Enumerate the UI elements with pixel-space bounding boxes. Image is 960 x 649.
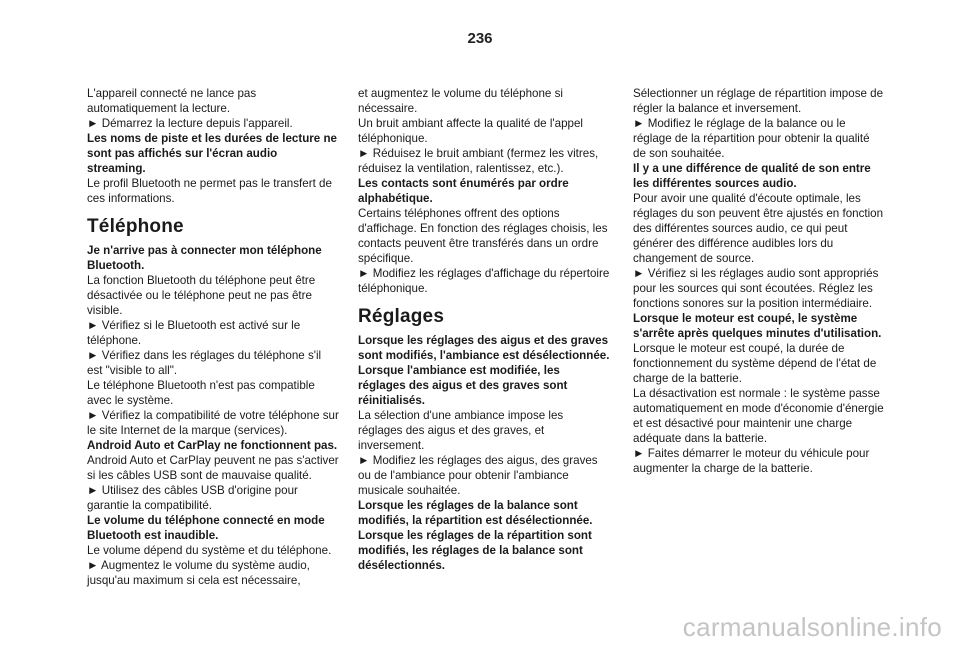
column-2 [358,86,610,573]
problem-heading: Lorsque les réglages des aigus et des graves sont modifiés, l'ambiance est désélectionnée. [358,334,610,362]
instruction: ► Modifiez le réglage de la balance ou le réglage de la répartition pour obtenir la qualité de son souhaitée. [633,117,870,160]
instruction: ► Vérifiez si les réglages audio sont appropriés pour les sources qui sont écoutées. Réglez les fonctions sonores sur la position intermédiaire. [633,267,879,310]
paragraph: L'appareil connecté ne lance pas automatiquement la lecture. [87,87,257,115]
paragraph: et augmentez le volume du téléphone si nécessaire. [358,87,563,115]
problem-heading: Lorsque l'ambiance est modifiée, les réglages des aigus et des graves sont réinitialisés. [358,364,568,407]
problem-heading: Les contacts sont énumérés par ordre alphabétique. [358,177,569,205]
paragraph: Le profil Bluetooth ne permet pas le transfert de ces informations. [87,177,332,205]
paragraph: Certains téléphones offrent des options d'affichage. En fonction des réglages choisis, les contacts peuvent être transférés dans un ordre spécifique. [358,207,608,265]
instruction: ► Vérifiez la compatibilité de votre téléphone sur le site Internet de la marque (services). [87,409,339,437]
instruction: ► Vérifiez si le Bluetooth est activé sur le téléphone. [87,319,301,347]
instruction: ► Augmentez le volume du système audio, jusqu'au maximum si cela est nécessaire, [87,559,310,587]
instruction: ► Vérifiez dans les réglages du téléphone s'il est "visible to all". [87,349,322,377]
section-heading-telephone: Téléphone [87,216,184,237]
instruction: ► Modifiez les réglages d'affichage du répertoire téléphonique. [358,267,610,295]
instruction: ► Modifiez les réglages des aigus, des graves ou de l'ambiance pour obtenir l'ambiance musicale souhaitée. [358,454,598,497]
problem-heading: Il y a une différence de qualité de son entre les différentes sources audio. [633,162,871,190]
paragraph: Android Auto et CarPlay peuvent ne pas s'activer si les câbles USB sont de mauvaise qualité. [87,454,339,482]
paragraph: Lorsque le moteur est coupé, la durée de fonctionnement du système dépend de l'état de charge de la batterie. [633,342,877,385]
instruction: ► Faites démarrer le moteur du véhicule pour augmenter la charge de la batterie. [633,447,870,475]
page-number: 236 [467,30,493,47]
problem-heading: Lorsque les réglages de la répartition sont modifiés, les réglages de la balance sont désélectionnés. [358,529,592,572]
paragraph: Un bruit ambiant affecte la qualité de l'appel téléphonique. [358,117,584,145]
instruction: ► Réduisez le bruit ambiant (fermez les vitres, réduisez la ventilation, ralentissez, etc.). [358,147,599,175]
problem-heading: Android Auto et CarPlay ne fonctionnent pas. [87,439,338,452]
problem-heading: Le volume du téléphone connecté en mode Bluetooth est inaudible. [87,514,325,542]
problem-heading: Les noms de piste et les durées de lecture ne sont pas affichés sur l'écran audio streaming. [87,132,338,175]
paragraph: Le volume dépend du système et du téléphone. [87,544,332,557]
watermark: carmanualsonline.info [682,612,942,642]
column-1 [87,86,339,588]
problem-heading: Lorsque le moteur est coupé, le système s'arrête après quelques minutes d'utilisation. [633,312,882,340]
paragraph: La sélection d'une ambiance impose les réglages des aigus et des graves, et inversement. [358,409,564,452]
paragraph: La désactivation est normale : le système passe automatiquement en mode d'économie d'énergie et est désactivé pour maintenir une charge adéquate dans la batterie. [633,387,884,445]
problem-heading: Lorsque les réglages de la balance sont modifiés, la répartition est désélectionnée. [358,499,593,527]
paragraph: La fonction Bluetooth du téléphone peut être désactivée ou le téléphone peut ne pas être visible. [87,274,316,317]
paragraph: Sélectionner un réglage de répartition impose de régler la balance et inversement. [633,87,884,115]
column-3 [633,86,885,476]
instruction: ► Démarrez la lecture depuis l'appareil. [87,117,293,130]
problem-heading: Je n'arrive pas à connecter mon téléphone Bluetooth. [87,244,322,272]
paragraph: Le téléphone Bluetooth n'est pas compatible avec le système. [87,379,315,407]
paragraph: Pour avoir une qualité d'écoute optimale, les réglages du son peuvent être ajustés en fonction des différentes sources audio, ce qui peut générer des différence audibles lors du changement de source. [633,192,884,265]
instruction: ► Utilisez des câbles USB d'origine pour garantie la compatibilité. [87,484,298,512]
section-heading-reglages: Réglages [358,306,445,327]
